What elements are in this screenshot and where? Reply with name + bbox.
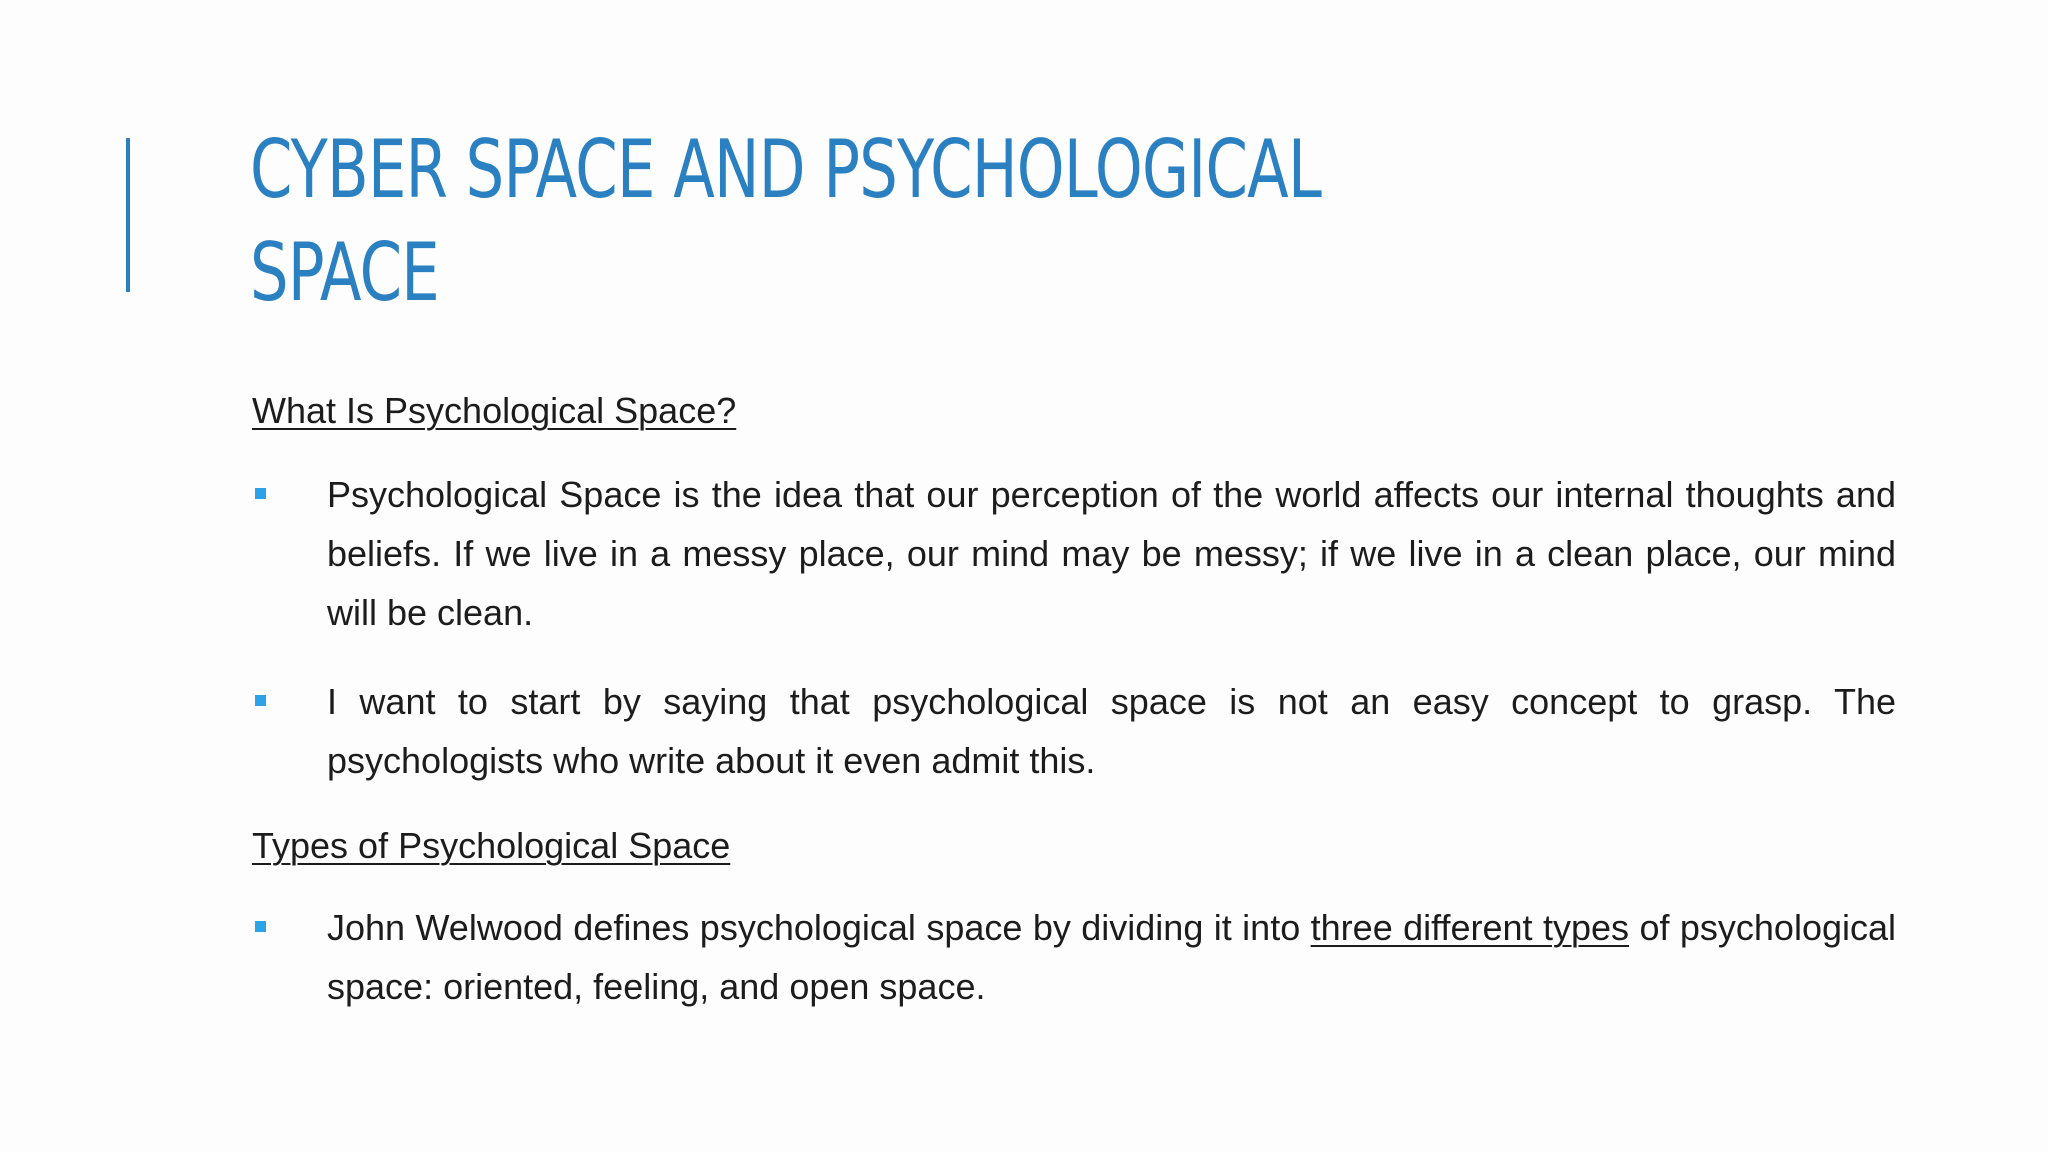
square-bullet-icon xyxy=(255,695,266,706)
bullet-text: Psychological Space is the idea that our perception of the world affects our internal thoughts and beliefs. If we live in a messy place, our mind may be messy; if we live in a clean place, our mind will be clean. xyxy=(327,474,1896,633)
bullet-text: I want to start by saying that psychological space is not an easy concept to grasp. The psychologists who write about it even admit this. xyxy=(327,681,1896,781)
bullet-text-before: John Welwood defines psychological space by dividing it into xyxy=(327,907,1311,948)
section-heading-types: Types of Psychological Space xyxy=(252,825,731,866)
slide-content xyxy=(252,385,1896,1046)
slide-title: CYBER SPACE AND PSYCHOLOGICAL SPACE xyxy=(250,123,1322,319)
title-accent-bar xyxy=(126,138,130,292)
square-bullet-icon xyxy=(255,921,266,932)
section-heading-what-is: What Is Psychological Space? xyxy=(252,390,737,431)
bullet-text-after: of psychological space: oriented, feeling, and open space. xyxy=(327,907,1897,1007)
square-bullet-icon xyxy=(255,488,266,499)
bullet-item xyxy=(252,465,1896,642)
bullet-item xyxy=(252,898,1896,1016)
bullet-item xyxy=(252,672,1896,790)
underlined-phrase: three different types xyxy=(1310,907,1630,948)
